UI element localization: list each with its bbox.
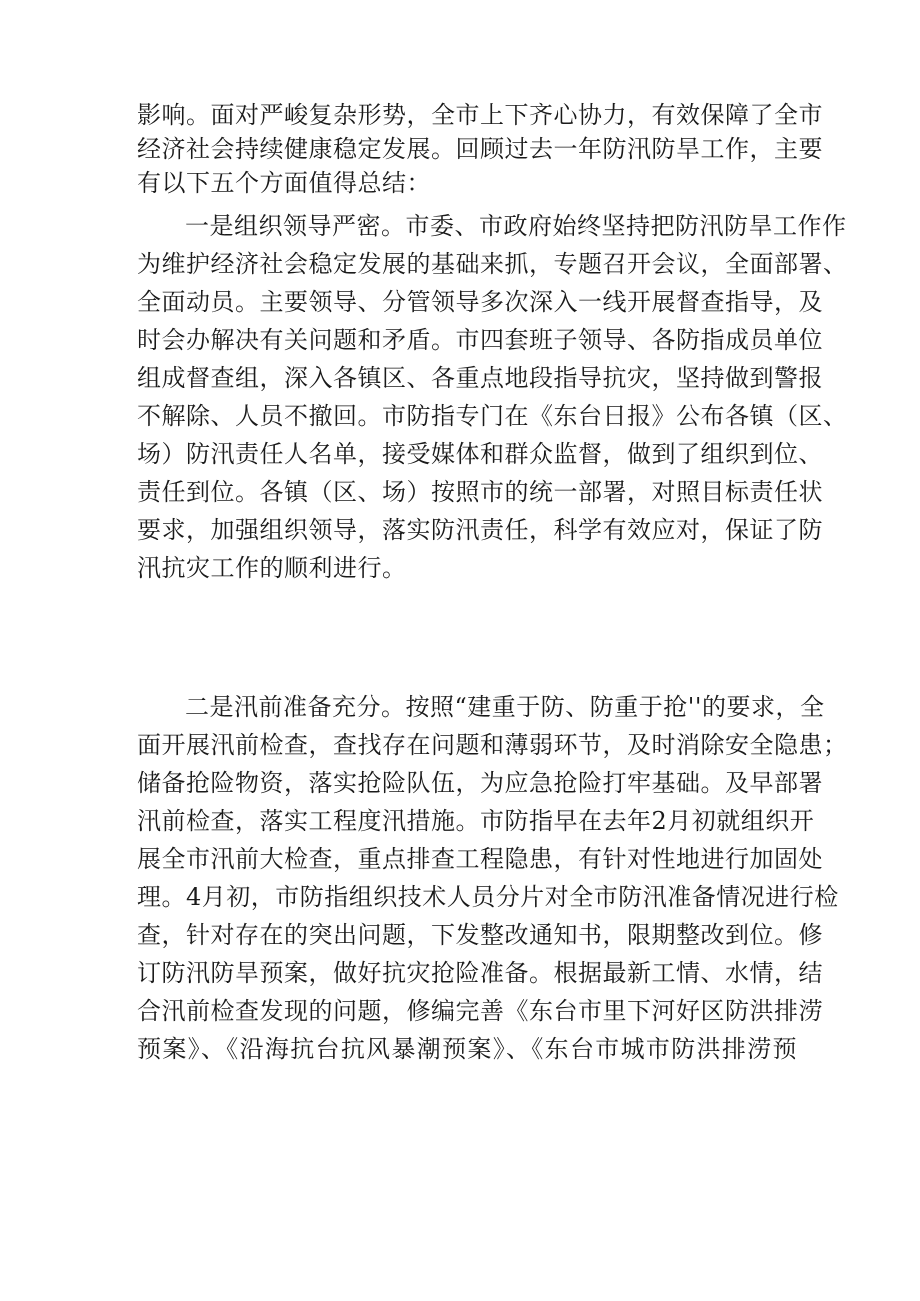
- text-line: 经济社会持续健康稳定发展。回顾过去一年防汛防旱工作，主要: [137, 135, 823, 163]
- text-line: 场）防汛责任人名单，接受媒体和群众监督，做到了组织到位、: [137, 440, 823, 468]
- text-line: 查，针对存在的突出问题，下发整改通知书，限期整改到位。修: [137, 921, 823, 949]
- paragraph-intro: [137, 98, 823, 200]
- text-line: 预案》、《沿海抗台抗风暴潮预案》、《东台市城市防洪排涝预: [137, 1035, 797, 1063]
- text-line: 责任到位。各镇（区、场）按照市的统一部署，对照目标责任状: [137, 478, 823, 506]
- text-line: 为维护经济社会稳定发展的基础来抓，专题召开会议，全面部署、: [137, 250, 848, 278]
- paragraph-organization: [137, 207, 848, 587]
- text-line: 时会办解决有关问题和矛盾。市四套班子领导、各防指成员单位: [137, 326, 823, 354]
- text-line: 面开展汛前检查，查找存在问题和薄弱环节，及时消除安全隐患；: [137, 731, 848, 759]
- text-line: 订防汛防旱预案，做好抗灾抢险准备。根据最新工情、水情，结: [137, 959, 823, 987]
- text-line: 有以下五个方面值得总结：: [137, 169, 431, 197]
- text-line: 理。4月初，市防指组织技术人员分片对全市防汛准备情况进行检: [137, 883, 839, 911]
- text-line: 一是组织领导严密。市委、市政府始终坚持把防汛防旱工作作: [185, 212, 847, 240]
- text-line: 汛前检查，落实工程度汛措施。市防指早在去年2月初就组织开: [137, 807, 815, 835]
- text-line: 要求，加强组织领导，落实防汛责任，科学有效应对，保证了防: [137, 516, 823, 544]
- text-line: 展全市汛前大检查，重点排查工程隐患，有针对性地进行加固处: [137, 845, 823, 873]
- text-line: 汛抗灾工作的顺利进行。: [137, 554, 407, 582]
- text-line: 二是汛前准备充分。按照“建重于防、防重于抢''的要求，全: [185, 693, 825, 721]
- text-line: 合汛前检查发现的问题，修编完善《东台市里下河好区防洪排涝: [137, 997, 823, 1025]
- text-line: 影响。面对严峻复杂形势，全市上下齐心协力，有效保障了全市: [137, 101, 823, 129]
- text-line: 全面动员。主要领导、分管领导多次深入一线开展督查指导，及: [137, 288, 823, 316]
- paragraph-preparation: [137, 688, 848, 1068]
- text-line: 组成督查组，深入各镇区、各重点地段指导抗灾，坚持做到警报: [137, 364, 823, 392]
- text-line: 不解除、人员不撤回。市防指专门在《东台日报》公布各镇（区、: [137, 402, 848, 430]
- text-line: 储备抢险物资，落实抢险队伍，为应急抢险打牢基础。及早部署: [137, 769, 823, 797]
